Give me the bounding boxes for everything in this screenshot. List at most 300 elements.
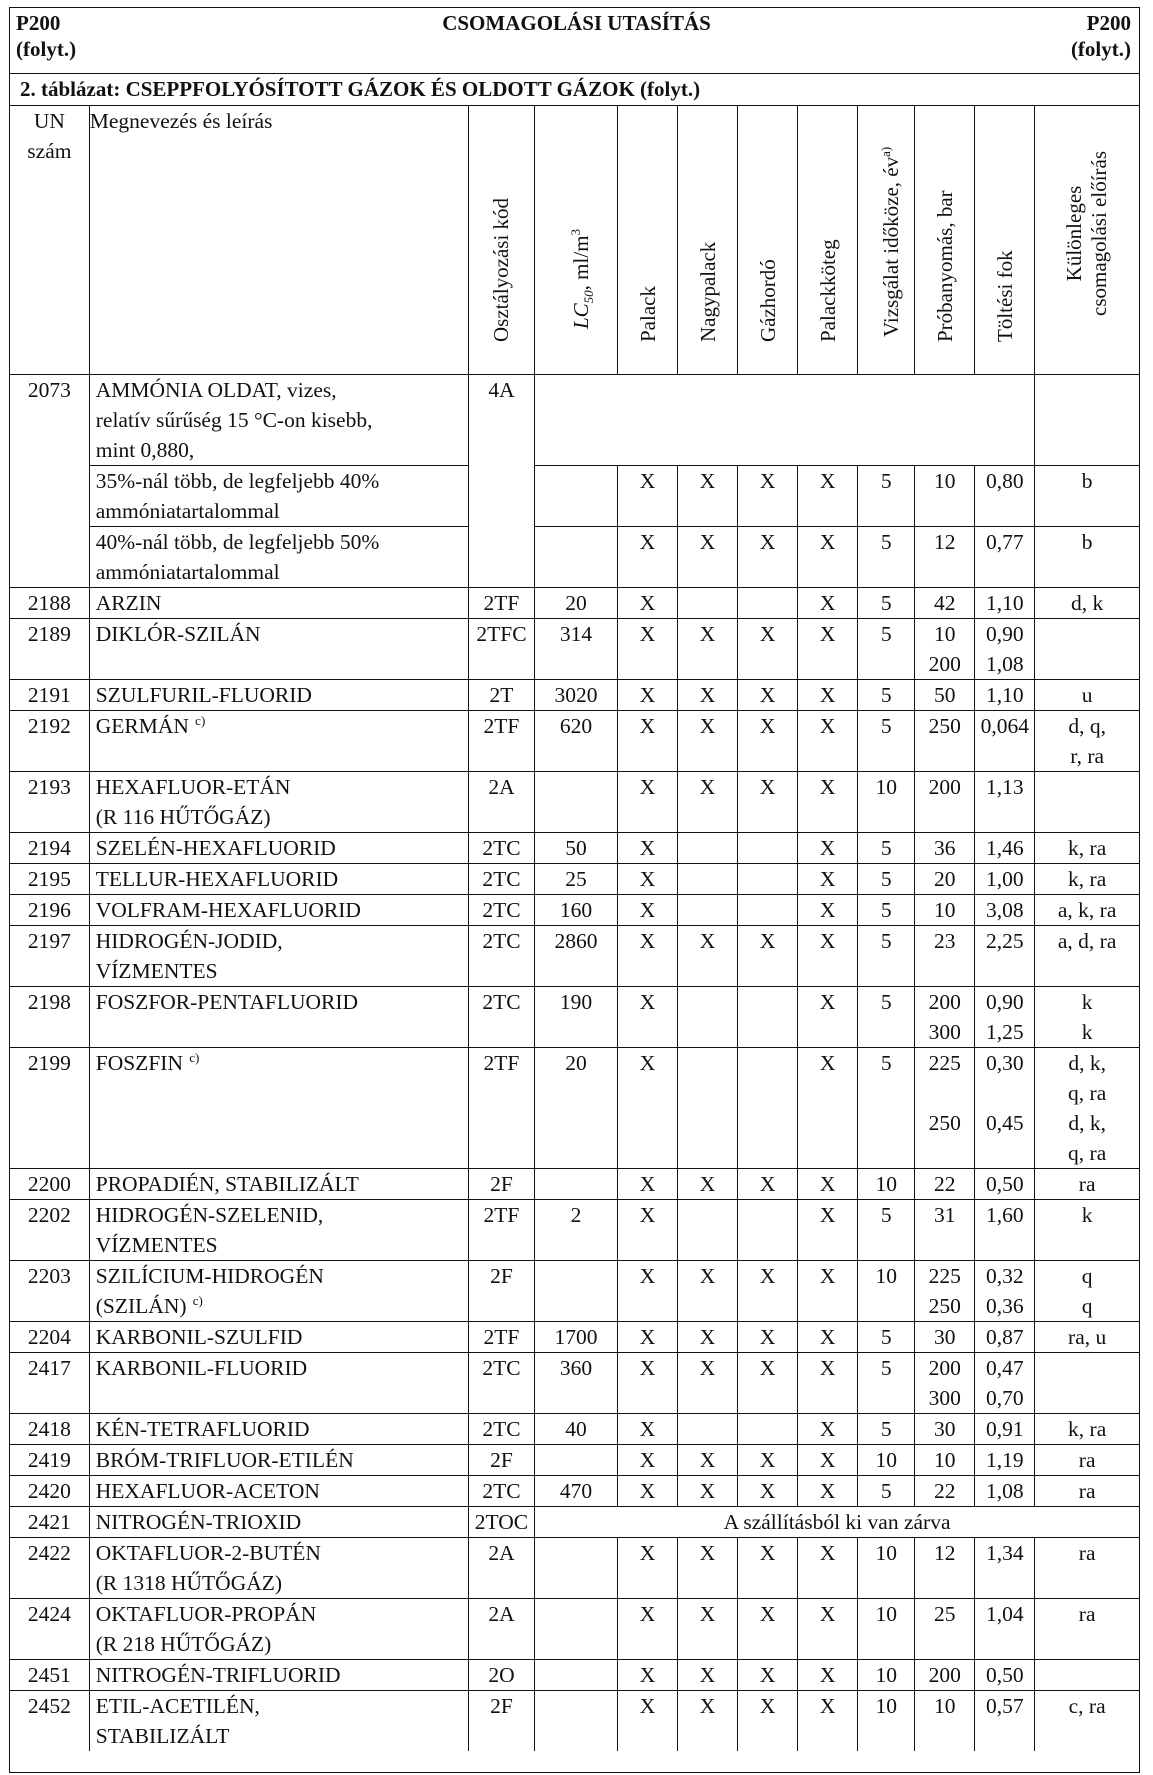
test-pressure-line: 23 <box>933 929 956 953</box>
col-interval-note: a) <box>878 146 894 157</box>
name-line <box>96 1322 468 1352</box>
tube-mark <box>678 1200 738 1261</box>
blank-cell <box>535 375 1035 466</box>
un-number: 2189 <box>10 619 90 680</box>
tube-mark: X <box>678 711 738 772</box>
bundle-mark: X <box>798 1538 858 1599</box>
test-pressure-line <box>915 1138 974 1168</box>
filling-ratio-line <box>975 1138 1034 1168</box>
name-line <box>96 1599 468 1629</box>
name-text: BRÓM-TRIFLUOR-ETILÉN <box>95 1448 354 1472</box>
lc50-value <box>535 1691 618 1752</box>
cylinder-mark: X <box>617 1169 677 1200</box>
bundle-mark: X <box>798 895 858 926</box>
name-line <box>96 1629 468 1659</box>
class-code: 2F <box>468 1261 534 1322</box>
filling-ratio-line: 1,04 <box>985 1602 1024 1626</box>
lc50-value: 20 <box>535 588 618 619</box>
col-bundle-label: Palackköteg <box>815 239 840 342</box>
special-provision <box>1035 711 1140 772</box>
table-row <box>10 619 1140 680</box>
filling-ratio <box>975 711 1035 772</box>
special-provision-line: b <box>1081 469 1093 493</box>
test-pressure <box>915 1353 975 1414</box>
tube-mark: X <box>678 527 738 588</box>
un-number: 2452 <box>10 1691 90 1752</box>
test-interval: 5 <box>858 864 915 895</box>
test-pressure-line: 200 <box>928 1356 961 1380</box>
drum-mark: X <box>738 1169 798 1200</box>
name-line: ammóniatartalommal <box>95 560 280 584</box>
test-pressure-line: 250 <box>928 1294 961 1318</box>
un-number: 2421 <box>10 1507 90 1538</box>
special-provision <box>1035 1200 1140 1261</box>
name-text: HEXAFLUOR-ACETON <box>95 1479 320 1503</box>
filling-ratio-line: 0,47 <box>985 1356 1024 1380</box>
special-provision <box>1035 1322 1140 1353</box>
filling-ratio-line: 0,80 <box>985 469 1024 493</box>
un-number: 2202 <box>10 1200 90 1261</box>
un-number: 2191 <box>10 680 90 711</box>
drum-mark: X <box>738 711 798 772</box>
sub-name <box>89 527 468 588</box>
un-number: 2194 <box>10 833 90 864</box>
test-pressure-line: 200 <box>928 990 961 1014</box>
cylinder-mark: X <box>617 1445 677 1476</box>
lc50-rest: , ml/m <box>569 235 594 291</box>
col-cylinder-label: Palack <box>635 286 660 342</box>
entry-name <box>89 926 468 987</box>
test-pressure-line: 225 <box>928 1051 961 1075</box>
test-pressure <box>915 680 975 711</box>
test-pressure <box>915 466 975 527</box>
name-line <box>96 1261 468 1291</box>
special-provision <box>1035 772 1140 833</box>
name-text: SZULFURIL-FLUORID <box>95 683 312 707</box>
table-row <box>10 1691 1140 1752</box>
special-provision <box>1035 833 1140 864</box>
drum-mark: X <box>738 1445 798 1476</box>
col-interval <box>858 106 915 375</box>
special-provision-line: ra <box>1078 1541 1096 1565</box>
table-row <box>10 987 1140 1048</box>
table-header-row <box>10 106 1140 375</box>
lc50-value: 1700 <box>535 1322 618 1353</box>
special-provision-line: d, k, <box>1068 1111 1106 1135</box>
test-interval: 5 <box>858 1414 915 1445</box>
filling-ratio <box>975 772 1035 833</box>
filling-ratio <box>975 1048 1035 1169</box>
filling-ratio-line: 0,50 <box>985 1172 1024 1196</box>
bundle-mark: X <box>798 588 858 619</box>
bundle-mark: X <box>798 466 858 527</box>
filling-ratio-line: 1,60 <box>985 1203 1024 1227</box>
name-text: TELLUR-HEXAFLUORID <box>95 867 339 891</box>
test-pressure <box>915 1538 975 1599</box>
un-number: 2204 <box>10 1322 90 1353</box>
name-text: KÉN-TETRAFLUORID <box>95 1417 310 1441</box>
name-line: mint 0,880, <box>95 438 195 462</box>
entry-name <box>89 1169 468 1200</box>
test-interval: 5 <box>858 588 915 619</box>
test-pressure-line: 30 <box>933 1417 956 1441</box>
entry-name <box>89 619 468 680</box>
special-provision <box>1035 1660 1140 1691</box>
table-title: 2. táblázat: CSEPPFOLYÓSÍTOTT GÁZOK ÉS OLDOTT GÁZOK (folyt.) <box>20 77 701 101</box>
name-line <box>96 926 468 956</box>
name-text: OKTAFLUOR-2-BUTÉN <box>95 1541 321 1565</box>
class-code: 2TOC <box>468 1507 534 1538</box>
class-code: 2TC <box>468 895 534 926</box>
bundle-mark: X <box>798 1476 858 1507</box>
table-subrow <box>10 466 1140 527</box>
class-code: 2F <box>468 1169 534 1200</box>
drum-mark: X <box>738 466 798 527</box>
special-provision <box>1035 619 1140 680</box>
special-provision-line: q <box>1081 1294 1093 1318</box>
name-text: SZILÍCIUM-HIDROGÉN <box>95 1264 324 1288</box>
entry-name <box>89 864 468 895</box>
name-line <box>96 833 468 863</box>
test-pressure-line: 250 <box>928 1111 961 1135</box>
bundle-mark: X <box>798 987 858 1048</box>
test-pressure <box>915 588 975 619</box>
entry-name <box>89 1261 468 1322</box>
lc50-value <box>535 1599 618 1660</box>
special-provision <box>1035 680 1140 711</box>
name-text: (R 218 HŰTŐGÁZ) <box>95 1632 272 1656</box>
special-provision <box>1035 864 1140 895</box>
special-provision-line: d, k, <box>1068 1051 1106 1075</box>
special-provision-line: u <box>1081 683 1093 707</box>
class-code: 2TF <box>468 1200 534 1261</box>
special-provision <box>1035 987 1140 1048</box>
filling-ratio-line: 1,19 <box>985 1448 1024 1472</box>
test-pressure-line: 10 <box>933 469 956 493</box>
tube-mark <box>678 588 738 619</box>
un-number: 2424 <box>10 1599 90 1660</box>
name-text: HIDROGÉN-SZELENID, <box>95 1203 324 1227</box>
class-code: 4A <box>468 375 534 588</box>
bundle-mark: X <box>798 1414 858 1445</box>
name-text: SZELÉN-HEXAFLUORID <box>95 836 336 860</box>
table-row <box>10 1322 1140 1353</box>
special-provision <box>1035 1048 1140 1169</box>
lc50-main: LC <box>569 303 594 329</box>
test-pressure-line: 10 <box>933 622 956 646</box>
drum-mark: X <box>738 1599 798 1660</box>
tube-mark <box>678 864 738 895</box>
tube-mark: X <box>678 1691 738 1752</box>
table-row <box>10 1353 1140 1414</box>
name-line <box>96 1291 468 1321</box>
test-pressure-line: 10 <box>933 1694 956 1718</box>
filling-ratio-line: 0,57 <box>985 1694 1024 1718</box>
name-text: DIKLÓR-SZILÁN <box>95 622 261 646</box>
special-provision <box>1035 1476 1140 1507</box>
entry-name <box>89 1445 468 1476</box>
class-code: 2TF <box>468 588 534 619</box>
filling-ratio-line: 1,34 <box>985 1541 1024 1565</box>
entry-name <box>89 1507 468 1538</box>
name-line <box>96 1048 468 1078</box>
test-pressure <box>915 926 975 987</box>
special-provision-line: r, ra <box>1070 744 1105 768</box>
name-text: VÍZMENTES <box>95 1233 218 1257</box>
test-pressure <box>915 1476 975 1507</box>
special-provision <box>1035 1691 1140 1752</box>
name-line <box>96 1691 468 1721</box>
special-provision <box>1035 895 1140 926</box>
lc50-value <box>535 527 618 588</box>
tube-mark: X <box>678 1660 738 1691</box>
special-provision <box>1035 1538 1140 1599</box>
test-pressure-line: 12 <box>933 1541 956 1565</box>
test-interval: 5 <box>858 619 915 680</box>
filling-ratio <box>975 1538 1035 1599</box>
test-pressure <box>915 711 975 772</box>
name-text: ETIL-ACETILÉN, <box>95 1694 260 1718</box>
col-interval-text: Vizsgálat időköze, év <box>879 156 904 337</box>
name-text: VOLFRAM-HEXAFLUORID <box>95 898 361 922</box>
lc50-value: 470 <box>535 1476 618 1507</box>
header-left-cont: (folyt.) <box>16 37 77 61</box>
test-pressure-line: 30 <box>933 1325 956 1349</box>
special-provision-line: ra <box>1078 1448 1096 1472</box>
table-row <box>10 1414 1140 1445</box>
test-pressure <box>915 527 975 588</box>
filling-ratio <box>975 1169 1035 1200</box>
special-provision-line: q, ra <box>1068 1141 1107 1165</box>
test-interval: 5 <box>858 711 915 772</box>
cylinder-mark: X <box>617 987 677 1048</box>
col-class-code-label: Osztályozási kód <box>489 197 514 342</box>
test-interval: 5 <box>858 1322 915 1353</box>
test-pressure-line: 42 <box>933 591 956 615</box>
class-code: 2TC <box>468 987 534 1048</box>
name-line <box>96 987 468 1017</box>
test-interval: 10 <box>858 1660 915 1691</box>
name-text: NITROGÉN-TRIOXID <box>95 1510 302 1534</box>
test-pressure <box>915 1660 975 1691</box>
cylinder-mark: X <box>617 1353 677 1414</box>
test-interval: 10 <box>858 1538 915 1599</box>
special-provision <box>1035 1261 1140 1322</box>
filling-ratio <box>975 588 1035 619</box>
name-line <box>96 1169 468 1199</box>
test-pressure <box>915 1322 975 1353</box>
col-cylinder <box>617 106 677 375</box>
filling-ratio <box>975 1322 1035 1353</box>
lc50-value: 2860 <box>535 926 618 987</box>
special-provision-line <box>1035 772 1139 802</box>
drum-mark: X <box>738 1476 798 1507</box>
bundle-mark: X <box>798 1691 858 1752</box>
table-row <box>10 680 1140 711</box>
lc50-value <box>535 466 618 527</box>
special-provision-line <box>1035 619 1139 649</box>
lc50-sub: 50 <box>581 290 597 304</box>
name-text: (R 1318 HŰTŐGÁZ) <box>95 1571 283 1595</box>
lc50-value: 314 <box>535 619 618 680</box>
name-text: HEXAFLUOR-ETÁN <box>95 775 291 799</box>
filling-ratio-line: 2,25 <box>985 929 1024 953</box>
test-interval: 5 <box>858 527 915 588</box>
cylinder-mark: X <box>617 527 677 588</box>
col-drum-label: Gázhordó <box>755 259 780 342</box>
drum-mark: X <box>738 680 798 711</box>
drum-mark: X <box>738 1261 798 1322</box>
tube-mark: X <box>678 466 738 527</box>
bundle-mark: X <box>798 619 858 680</box>
filling-ratio <box>975 864 1035 895</box>
special-provision-line: k <box>1081 990 1093 1014</box>
entry-name <box>89 680 468 711</box>
name-line: AMMÓNIA OLDAT, vizes, <box>95 378 337 402</box>
test-interval: 5 <box>858 833 915 864</box>
special-provision-line: ra <box>1078 1479 1096 1503</box>
name-text: FOSZFIN <box>95 1051 183 1075</box>
un-number: 2418 <box>10 1414 90 1445</box>
drum-mark <box>738 895 798 926</box>
class-code: 2TC <box>468 833 534 864</box>
bundle-mark: X <box>798 772 858 833</box>
col-special-label <box>1062 151 1112 316</box>
col-un <box>10 106 90 375</box>
test-interval: 5 <box>858 1200 915 1261</box>
lc50-value: 3020 <box>535 680 618 711</box>
filling-ratio-line: 0,70 <box>985 1386 1024 1410</box>
entry-name <box>89 1353 468 1414</box>
filling-ratio <box>975 1476 1035 1507</box>
header-right <box>1071 10 1131 62</box>
drum-mark <box>738 987 798 1048</box>
class-code: 2O <box>468 1660 534 1691</box>
special-provision-line: k <box>1081 1020 1093 1044</box>
cylinder-mark: X <box>617 864 677 895</box>
name-text: NITROGÉN-TRIFLUORID <box>95 1663 341 1687</box>
footnote-ref: c) <box>191 712 206 728</box>
un-number: 2197 <box>10 926 90 987</box>
test-pressure <box>915 833 975 864</box>
special-provision-line: k, ra <box>1068 836 1107 860</box>
test-interval: 5 <box>858 987 915 1048</box>
tube-mark: X <box>678 1599 738 1660</box>
filling-ratio-line: 1,00 <box>985 867 1024 891</box>
cylinder-mark: X <box>617 895 677 926</box>
table-row <box>10 375 1140 466</box>
name-text: OKTAFLUOR-PROPÁN <box>95 1602 317 1626</box>
drum-mark <box>738 588 798 619</box>
drum-mark: X <box>738 772 798 833</box>
entry-name <box>89 1414 468 1445</box>
class-code: 2TC <box>468 864 534 895</box>
cylinder-mark: X <box>617 619 677 680</box>
lc50-value: 620 <box>535 711 618 772</box>
cylinder-mark: X <box>617 711 677 772</box>
name-line <box>96 956 468 986</box>
drum-mark <box>738 1414 798 1445</box>
class-code: 2TF <box>468 711 534 772</box>
lc50-value: 190 <box>535 987 618 1048</box>
test-interval: 10 <box>858 1691 915 1752</box>
cylinder-mark: X <box>617 1476 677 1507</box>
table-row <box>10 588 1140 619</box>
excluded-note: A szállításból ki van zárva <box>535 1507 1140 1538</box>
filling-ratio-line <box>975 1078 1034 1108</box>
footnote-ref: c) <box>189 1292 203 1308</box>
gas-table <box>9 105 1140 1751</box>
un-number: 2198 <box>10 987 90 1048</box>
filling-ratio-line: 0,36 <box>985 1294 1024 1318</box>
un-number: 2073 <box>10 375 90 588</box>
name-line <box>96 588 468 618</box>
special-provision-line: ra, u <box>1068 1325 1107 1349</box>
name-line <box>96 1507 468 1537</box>
col-lc50 <box>535 106 618 375</box>
name-text: GERMÁN <box>95 714 189 738</box>
entry-name <box>89 711 468 772</box>
filling-ratio-line: 1,08 <box>985 1479 1024 1503</box>
table-row <box>10 926 1140 987</box>
drum-mark: X <box>738 1691 798 1752</box>
cylinder-mark: X <box>617 1414 677 1445</box>
cylinder-mark: X <box>617 1261 677 1322</box>
filling-ratio <box>975 1414 1035 1445</box>
drum-mark: X <box>738 1660 798 1691</box>
filling-ratio <box>975 987 1035 1048</box>
name-line <box>96 1353 468 1383</box>
cylinder-mark: X <box>617 926 677 987</box>
cylinder-mark: X <box>617 833 677 864</box>
test-interval: 10 <box>858 1445 915 1476</box>
special-provision <box>1035 1169 1140 1200</box>
name-line <box>96 619 468 649</box>
special-provision-line: k, ra <box>1068 867 1107 891</box>
filling-ratio <box>975 680 1035 711</box>
table-row <box>10 1445 1140 1476</box>
entry-name <box>89 1660 468 1691</box>
test-pressure <box>915 1445 975 1476</box>
special-provision-line: q <box>1081 1264 1093 1288</box>
name-text: KARBONIL-FLUORID <box>95 1356 308 1380</box>
test-pressure-line: 36 <box>933 836 956 860</box>
col-tube-label: Nagypalack <box>695 241 720 342</box>
name-line: 35%-nál több, de legfeljebb 40% <box>95 469 380 493</box>
drum-mark: X <box>738 619 798 680</box>
bundle-mark: X <box>798 680 858 711</box>
filling-ratio-line: 1,10 <box>985 683 1024 707</box>
test-pressure <box>915 864 975 895</box>
cylinder-mark: X <box>617 1048 677 1169</box>
un-number: 2192 <box>10 711 90 772</box>
filling-ratio-line: 0,91 <box>985 1417 1024 1441</box>
bundle-mark: X <box>798 1048 858 1169</box>
bundle-mark: X <box>798 926 858 987</box>
special-provision-line: ra <box>1078 1172 1096 1196</box>
col-test-pressure <box>915 106 975 375</box>
name-line <box>96 1445 468 1475</box>
un-number: 2417 <box>10 1353 90 1414</box>
test-interval: 10 <box>858 772 915 833</box>
name-text: (SZILÁN) <box>95 1294 187 1318</box>
bundle-mark: X <box>798 833 858 864</box>
name-text: STABILIZÁLT <box>95 1724 230 1748</box>
entry-name <box>89 987 468 1048</box>
lc50-value: 360 <box>535 1353 618 1414</box>
entry-name <box>89 1538 468 1599</box>
cylinder-mark: X <box>617 1322 677 1353</box>
